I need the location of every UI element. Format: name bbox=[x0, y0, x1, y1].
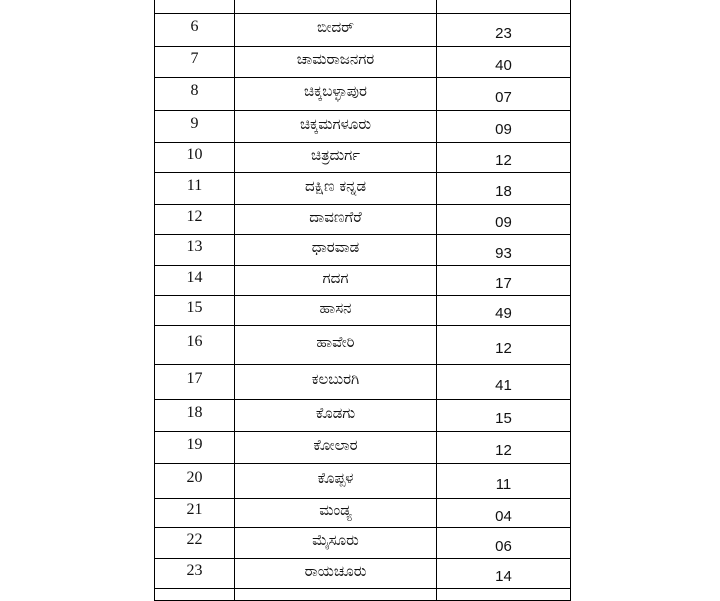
serial-cell bbox=[155, 143, 235, 173]
serial-number: 6 bbox=[190, 18, 199, 35]
district-cell bbox=[235, 326, 437, 365]
serial-cell bbox=[155, 0, 235, 14]
serial-cell bbox=[155, 47, 235, 78]
district-name: ರಾಯಚೂರು bbox=[304, 561, 367, 580]
serial-number: 23 bbox=[186, 561, 203, 579]
district-cell bbox=[235, 296, 437, 326]
serial-cell bbox=[155, 326, 235, 365]
table-row bbox=[155, 205, 571, 235]
count-value: 04 bbox=[495, 507, 512, 525]
district-name: ಮೈಸೂರು bbox=[312, 531, 359, 549]
serial-number: 12 bbox=[186, 207, 203, 225]
serial-number: 7 bbox=[190, 50, 199, 67]
district-name: ಚಾಮರಾಜನಗರ bbox=[296, 50, 375, 68]
district-table-wrapper bbox=[154, 0, 571, 601]
serial-cell bbox=[155, 14, 235, 47]
table-row bbox=[155, 235, 571, 266]
district-cell bbox=[235, 235, 437, 266]
count-value: 40 bbox=[495, 56, 512, 74]
count-value: 18 bbox=[495, 183, 512, 200]
district-cell bbox=[235, 0, 437, 14]
table-row bbox=[155, 326, 571, 365]
district-table-body bbox=[155, 0, 571, 601]
serial-number: 19 bbox=[186, 435, 203, 453]
count-value: 11 bbox=[495, 475, 512, 493]
count-value: 12 bbox=[495, 152, 512, 169]
count-value: 12 bbox=[495, 339, 512, 357]
district-name: ಧಾರವಾಡ bbox=[311, 238, 360, 256]
count-cell bbox=[437, 0, 571, 14]
serial-number: 18 bbox=[186, 403, 203, 421]
serial-cell bbox=[155, 365, 235, 400]
district-cell bbox=[235, 432, 437, 464]
count-value: 41 bbox=[495, 376, 512, 394]
district-cell bbox=[235, 266, 437, 296]
serial-number: 16 bbox=[186, 333, 203, 350]
empty-cell bbox=[235, 589, 437, 601]
serial-cell bbox=[155, 111, 235, 143]
serial-number: 13 bbox=[186, 238, 203, 255]
district-name: ಕೊಡಗು bbox=[315, 403, 356, 422]
district-name: ಕಲಬುರಗಿ bbox=[311, 370, 360, 388]
table-row bbox=[155, 296, 571, 326]
count-cell bbox=[437, 173, 571, 205]
serial-number: 15 bbox=[186, 298, 203, 316]
count-value: 09 bbox=[495, 121, 512, 138]
serial-cell bbox=[155, 235, 235, 266]
count-cell bbox=[437, 205, 571, 235]
table-row bbox=[155, 14, 571, 47]
table-row bbox=[155, 111, 571, 143]
table-row bbox=[155, 365, 571, 400]
serial-number: 9 bbox=[190, 114, 199, 132]
table-row bbox=[155, 528, 571, 559]
serial-cell bbox=[155, 78, 235, 111]
table-row bbox=[155, 432, 571, 464]
count-cell bbox=[437, 528, 571, 559]
count-value: 06 bbox=[495, 537, 512, 555]
count-cell bbox=[437, 365, 571, 400]
district-name: ಹಾವೇರಿ bbox=[316, 333, 355, 351]
table-row bbox=[155, 589, 571, 601]
count-value: 17 bbox=[495, 275, 512, 292]
count-cell bbox=[437, 78, 571, 111]
serial-cell bbox=[155, 296, 235, 326]
empty-cell bbox=[437, 589, 571, 601]
table-row bbox=[155, 78, 571, 111]
district-cell bbox=[235, 205, 437, 235]
count-value: 23 bbox=[495, 24, 512, 42]
table-row bbox=[155, 400, 571, 432]
serial-number: 11 bbox=[186, 176, 203, 194]
district-name: ದಾವಣಗೆರೆ bbox=[309, 207, 362, 226]
serial-number: 17 bbox=[186, 370, 203, 387]
count-cell bbox=[437, 464, 571, 499]
count-cell bbox=[437, 143, 571, 173]
serial-cell bbox=[155, 559, 235, 589]
count-cell bbox=[437, 14, 571, 47]
table-row bbox=[155, 0, 571, 14]
serial-cell bbox=[155, 499, 235, 528]
district-cell bbox=[235, 365, 437, 400]
count-cell bbox=[437, 432, 571, 464]
serial-number: 10 bbox=[186, 145, 203, 163]
count-value: 15 bbox=[495, 410, 512, 427]
district-cell bbox=[235, 499, 437, 528]
serial-cell bbox=[155, 464, 235, 499]
serial-cell bbox=[155, 266, 235, 296]
district-name: ಹಾಸನ bbox=[319, 298, 352, 317]
serial-number: 14 bbox=[186, 268, 203, 286]
district-cell bbox=[235, 111, 437, 143]
serial-cell bbox=[155, 528, 235, 559]
table-row bbox=[155, 173, 571, 205]
count-value: 07 bbox=[495, 88, 512, 106]
count-cell bbox=[437, 47, 571, 78]
serial-number: 21 bbox=[186, 501, 203, 518]
district-name: ಚಿತ್ರದುರ್ಗ bbox=[310, 145, 360, 164]
count-value: 12 bbox=[495, 442, 512, 459]
district-cell bbox=[235, 173, 437, 205]
district-cell bbox=[235, 47, 437, 78]
table-row bbox=[155, 266, 571, 296]
table-row bbox=[155, 143, 571, 173]
district-name: ಚಿಕ್ಕಮಗಳೂರು bbox=[299, 114, 372, 133]
serial-cell bbox=[155, 173, 235, 205]
table-row bbox=[155, 47, 571, 78]
district-cell bbox=[235, 464, 437, 499]
district-cell bbox=[235, 14, 437, 47]
district-name: ದಕ್ಷಿಣ ಕನ್ನಡ bbox=[304, 176, 367, 195]
district-name: ಮಂಡ್ಯ bbox=[319, 501, 352, 519]
district-cell bbox=[235, 559, 437, 589]
table-row bbox=[155, 464, 571, 499]
serial-cell bbox=[155, 205, 235, 235]
empty-cell bbox=[155, 589, 235, 601]
serial-number: 20 bbox=[186, 469, 203, 486]
district-table bbox=[154, 0, 571, 601]
count-value: 09 bbox=[495, 214, 512, 231]
serial-number: 22 bbox=[186, 531, 203, 548]
district-cell bbox=[235, 528, 437, 559]
serial-number: 8 bbox=[190, 82, 199, 99]
district-name: ಗದಗ bbox=[322, 268, 349, 287]
district-cell bbox=[235, 400, 437, 432]
serial-cell bbox=[155, 432, 235, 464]
district-cell bbox=[235, 78, 437, 111]
district-name: ಕೋಲಾರ bbox=[313, 435, 358, 454]
count-cell bbox=[437, 266, 571, 296]
count-value: 93 bbox=[495, 244, 512, 262]
district-name: ಕೊಪ್ಪಳ bbox=[317, 469, 354, 487]
count-value: 49 bbox=[495, 305, 512, 322]
district-cell bbox=[235, 143, 437, 173]
count-cell bbox=[437, 326, 571, 365]
count-value: 14 bbox=[495, 568, 512, 585]
district-name: ಬೀದರ್ bbox=[317, 18, 354, 36]
table-row bbox=[155, 499, 571, 528]
count-cell bbox=[437, 111, 571, 143]
serial-cell bbox=[155, 400, 235, 432]
district-name: ಚಿಕ್ಕಬಳ್ಳಾಪುರ bbox=[304, 82, 367, 100]
count-cell bbox=[437, 296, 571, 326]
count-cell bbox=[437, 559, 571, 589]
count-cell bbox=[437, 400, 571, 432]
table-row bbox=[155, 559, 571, 589]
count-cell bbox=[437, 235, 571, 266]
count-cell bbox=[437, 499, 571, 528]
